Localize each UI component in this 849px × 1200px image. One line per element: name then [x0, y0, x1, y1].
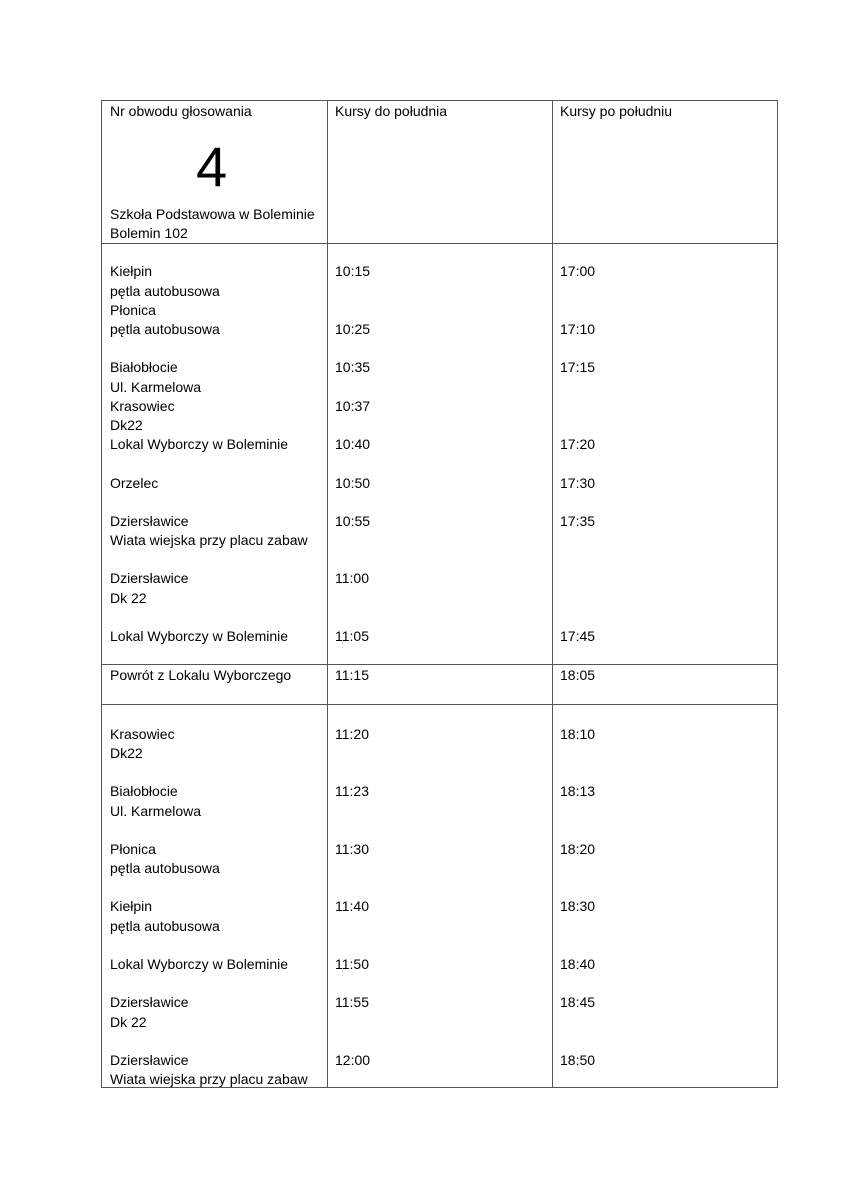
stop-detail: Wiata wiejska przy placu zabaw: [110, 532, 308, 548]
header-col-morning: Kursy do południa: [335, 103, 448, 119]
stop-name: Białobłocie: [110, 783, 178, 799]
stop-name: Kiełpin: [110, 263, 153, 279]
stop-name: Dziersławice: [110, 570, 189, 586]
stop-name: Dziersławice: [110, 994, 189, 1010]
stop-detail: pętla autobusowa: [110, 283, 220, 299]
stop-name: Lokal Wyborczy w Boleminie: [110, 628, 289, 644]
stop-name: Lokal Wyborczy w Boleminie: [110, 956, 289, 972]
morning-time: 10:35: [335, 359, 371, 375]
morning-time: 11:30: [335, 841, 369, 857]
morning-time: 10:37: [335, 398, 371, 414]
stop-detail: Ul. Karmelowa: [110, 803, 202, 819]
afternoon-time: 18:30: [560, 898, 596, 914]
return-afternoon-time: 18:05: [560, 667, 596, 683]
school-name: Szkoła Podstawowa w Boleminie: [110, 206, 315, 222]
afternoon-time: 18:10: [560, 726, 596, 742]
morning-time: 11:05: [335, 628, 369, 644]
row-divider: [102, 243, 777, 244]
afternoon-time: 17:10: [560, 321, 596, 337]
morning-time: 10:25: [335, 321, 371, 337]
afternoon-time: 18:20: [560, 841, 596, 857]
stop-detail: pętla autobusowa: [110, 321, 220, 337]
stop-detail: Dk 22: [110, 590, 147, 606]
morning-time: 10:40: [335, 436, 371, 452]
morning-time: 11:55: [335, 994, 369, 1010]
stop-name: Krasowiec: [110, 398, 175, 414]
header-col-afternoon: Kursy po południu: [560, 103, 673, 119]
stop-detail: Dk 22: [110, 1014, 147, 1030]
stop-name: Płonica: [110, 302, 156, 318]
column-divider: [552, 101, 553, 1087]
precinct-number: 4: [196, 135, 228, 198]
afternoon-time: 17:00: [560, 263, 596, 279]
stop-name: Orzelec: [110, 475, 159, 491]
morning-time: 11:20: [335, 726, 369, 742]
afternoon-time: 17:30: [560, 475, 596, 491]
column-divider: [327, 101, 328, 1087]
morning-time: 10:15: [335, 263, 371, 279]
return-label: Powrót z Lokalu Wyborczego: [110, 667, 292, 683]
row-divider: [102, 664, 777, 665]
return-morning-time: 11:15: [335, 667, 369, 683]
afternoon-time: 17:45: [560, 628, 596, 644]
morning-time: 10:50: [335, 475, 371, 491]
afternoon-time: 17:35: [560, 513, 596, 529]
stop-detail: pętla autobusowa: [110, 918, 220, 934]
morning-time: 11:23: [335, 783, 369, 799]
stop-detail: Ul. Karmelowa: [110, 379, 202, 395]
stop-detail: pętla autobusowa: [110, 860, 220, 876]
morning-time: 11:50: [335, 956, 369, 972]
morning-time: 10:55: [335, 513, 371, 529]
row-divider: [102, 704, 777, 705]
stop-name: Kiełpin: [110, 898, 153, 914]
afternoon-time: 18:50: [560, 1052, 596, 1068]
afternoon-time: 18:13: [560, 783, 596, 799]
stop-name: Płonica: [110, 841, 156, 857]
morning-time: 12:00: [335, 1052, 371, 1068]
stop-name: Dziersławice: [110, 1052, 189, 1068]
stop-name: Lokal Wyborczy w Boleminie: [110, 436, 289, 452]
school-address: Bolemin 102: [110, 225, 188, 241]
afternoon-time: 18:40: [560, 956, 596, 972]
stop-detail: Dk22: [110, 417, 143, 433]
stop-detail: Wiata wiejska przy placu zabaw: [110, 1071, 308, 1087]
schedule-table: [101, 100, 778, 1088]
header-col-precinct: Nr obwodu głosowania: [110, 103, 252, 119]
afternoon-time: 17:15: [560, 359, 596, 375]
stop-name: Dziersławice: [110, 513, 189, 529]
stop-name: Krasowiec: [110, 726, 175, 742]
stop-name: Białobłocie: [110, 359, 178, 375]
morning-time: 11:40: [335, 898, 369, 914]
afternoon-time: 17:20: [560, 436, 596, 452]
afternoon-time: 18:45: [560, 994, 596, 1010]
stop-detail: Dk22: [110, 745, 143, 761]
morning-time: 11:00: [335, 570, 369, 586]
